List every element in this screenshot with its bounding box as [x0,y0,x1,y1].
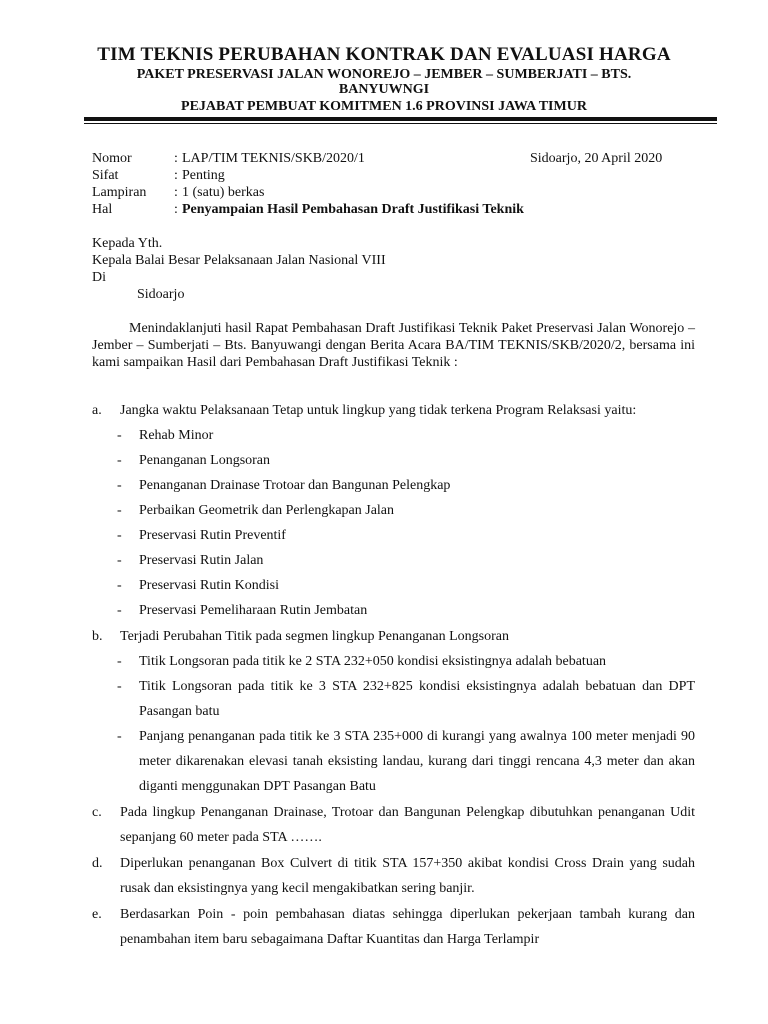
point-c-text: Pada lingkup Penanganan Drainase, Trotoar dan Bangunan Pelengkap dibutuhkan penanganan Udit sepanjang 60 meter pada STA ……. [120,805,695,845]
lampiran-label: Lampiran [92,185,147,200]
letterhead-package-line1: PAKET PRESERVASI JALAN WONOREJO – JEMBER – SUMBERJATI – BTS. [136,67,632,82]
letterhead-title: TIM TEKNIS PERUBAHAN KONTRAK DAN EVALUASI HARGA [97,44,671,65]
nomor-value: LAP/TIM TEKNIS/SKB/2020/1 [182,151,365,166]
address-di: Di [92,270,106,285]
list-item: Penanganan Longsoran [139,453,271,468]
lampiran-colon: : [174,185,178,200]
point-a-dash: - [117,453,122,468]
point-a-dash: - [117,578,122,593]
list-item: Penanganan Drainase Trotoar dan Bangunan Pelengkap [139,478,451,493]
hal-label: Hal [92,202,113,217]
point-a-text: Jangka waktu Pelaksanaan Tetap untuk lingkup yang tidak terkena Program Relaksasi yaitu: [120,403,637,418]
point-b-dash: - [117,729,122,744]
list-item: Preservasi Rutin Kondisi [139,578,279,593]
point-b-dash: - [117,654,122,669]
point-c-marker: c. [92,805,102,820]
point-d-text: Diperlukan penanganan Box Culvert di titik STA 157+350 akibat kondisi Cross Drain yang sudah rusak dan eksistingnya yang kecil mengakibatkan sering banjir. [120,856,695,896]
list-item: Titik Longsoran pada titik ke 3 STA 232+825 kondisi eksistingnya adalah bebatuan dan DPT Pasangan batu [139,679,695,719]
address-recipient: Kepala Balai Besar Pelaksanaan Jalan Nasional VIII [92,253,386,268]
address-salutation: Kepada Yth. [92,236,163,251]
point-a-dash: - [117,603,122,618]
letterhead-official: PEJABAT PEMBUAT KOMITMEN 1.6 PROVINSI JAWA TIMUR [181,99,587,114]
point-b-dash: - [117,679,122,694]
list-item: Rehab Minor [139,428,214,443]
list-item: Preservasi Rutin Preventif [139,528,286,543]
list-item: Preservasi Pemeliharaan Rutin Jembatan [139,603,368,618]
list-item: Titik Longsoran pada titik ke 2 STA 232+050 kondisi eksistingnya adalah bebatuan [139,654,607,669]
letterhead-package-line2: BANYUWNGI [338,82,430,97]
point-d-marker: d. [92,856,103,871]
sifat-label: Sifat [92,168,119,183]
list-item: Perbaikan Geometrik dan Perlengkapan Jalan [139,503,395,518]
lampiran-value: 1 (satu) berkas [182,185,265,200]
point-a-marker: a. [92,403,102,418]
list-item: Panjang penanganan pada titik ke 3 STA 235+000 di kurangi yang awalnya 100 meter menjadi 90 meter dikarenakan elevasi tanah eksisting landau, kurang dari tinggi rencana 4,3 meter dan akan diganti menggunakan DPT Pasangan Batu [139,729,695,794]
point-a-dash: - [117,553,122,568]
hal-value: Penyampaian Hasil Pembahasan Draft Justifikasi Teknik [182,202,524,217]
point-b-text: Terjadi Perubahan Titik pada segmen lingkup Penanganan Longsoran [120,629,509,644]
point-a-dash: - [117,528,122,543]
hal-colon: : [174,202,178,217]
address-city: Sidoarjo [137,287,185,302]
nomor-label: Nomor [92,151,132,166]
letterhead-divider-thick [84,117,717,121]
intro-paragraph: Menindaklanjuti hasil Rapat Pembahasan Draft Justifikasi Teknik Paket Preservasi Jalan Wonorejo – Jember – Sumberjati – Bts. Banyuwangi dengan Berita Acara BA/TIM TEKNIS/SKB/2020/2, bersama ini kami sampaikan Hasil dari Pembahasan Draft Justifikasi Teknik : [92,321,695,370]
point-e-text: Berdasarkan Poin - poin pembahasan diatas sehingga diperlukan pekerjaan tambah kurang dan penambahan item baru sebagaimana Daftar Kuantitas dan Harga Terlampir [120,907,695,947]
list-item: Preservasi Rutin Jalan [139,553,264,568]
sifat-colon: : [174,168,178,183]
sifat-value: Penting [182,168,225,183]
point-a-dash: - [117,428,122,443]
point-a-dash: - [117,478,122,493]
letterhead-divider-thin [84,123,717,124]
point-a-dash: - [117,503,122,518]
point-b-marker: b. [92,629,103,644]
point-e-marker: e. [92,907,102,922]
letter-date: Sidoarjo, 20 April 2020 [530,151,663,166]
nomor-colon: : [174,151,178,166]
